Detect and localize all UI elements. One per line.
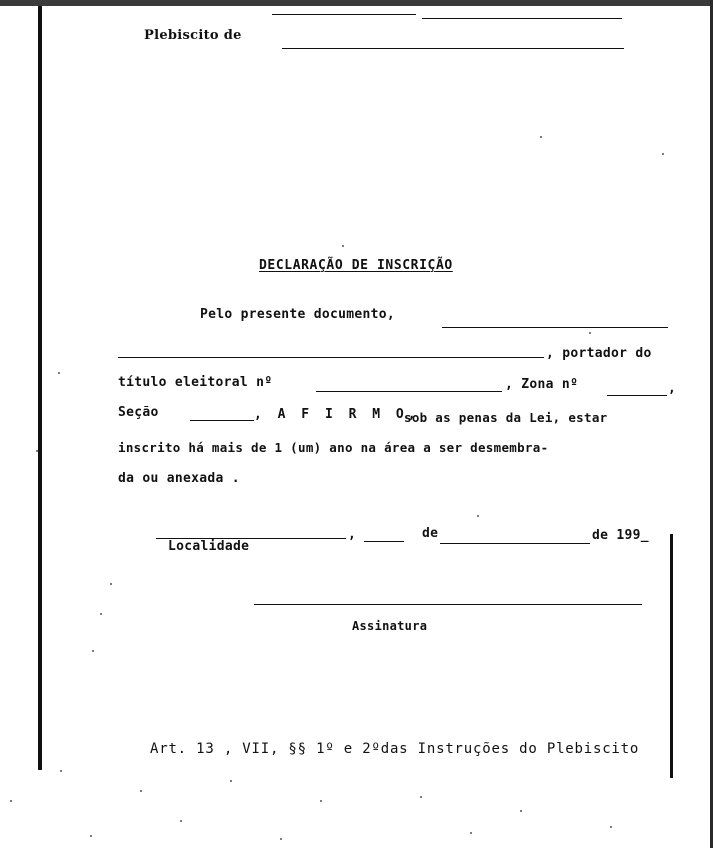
scan-speck [140, 790, 142, 792]
scan-speck [470, 832, 472, 834]
signature-line [254, 604, 642, 605]
scan-speck [342, 245, 344, 247]
footer-citation: Art. 13 , VII, §§ 1º e 2ºdas Instruções do Plebiscito [150, 741, 640, 757]
scan-speck [520, 810, 522, 812]
plebiscito-blank [282, 48, 624, 49]
scan-speck [180, 820, 182, 822]
right-margin-line [670, 534, 673, 778]
top-blank-line-1 [272, 14, 416, 15]
plebiscito-label: Plebiscito de [144, 28, 242, 43]
scan-speck [60, 770, 62, 772]
month-blank [440, 543, 590, 544]
zona-label: , Zona nº [505, 377, 579, 392]
top-blank-line-2 [422, 18, 622, 19]
scan-speck [92, 650, 94, 652]
de-label-1: de [422, 526, 439, 541]
left-margin-line [38, 6, 42, 770]
portador-text: , portador do [546, 346, 652, 361]
scan-speck [589, 332, 591, 334]
titulo-label: título eleitoral nº [118, 375, 273, 390]
titulo-blank [316, 391, 502, 392]
scan-speck [36, 450, 38, 452]
page-title: DECLARAÇÃO DE INSCRIÇÃO [259, 258, 453, 273]
scan-speck [280, 838, 282, 840]
scan-speck [540, 136, 542, 138]
scan-speck [320, 800, 322, 802]
zona-comma: , [668, 381, 677, 396]
scan-speck [610, 826, 612, 828]
name-blank-2 [118, 357, 544, 358]
year-label: de 199_ [592, 528, 649, 543]
locality-label: Localidade [168, 539, 250, 554]
secao-label: Seção [118, 405, 159, 420]
body-line-inscrito: inscrito há mais de 1 (um) ano na área a ser desmembra- [118, 440, 549, 455]
day-blank [364, 541, 404, 542]
scan-speck [230, 780, 232, 782]
scan-top-border [0, 0, 713, 6]
scan-speck [58, 372, 60, 374]
body-line-anexada: da ou anexada . [118, 471, 240, 486]
secao-blank [190, 420, 254, 421]
scan-speck [90, 835, 92, 837]
name-blank-1 [442, 327, 668, 328]
signature-label: Assinatura [352, 619, 428, 633]
scan-speck [110, 583, 112, 585]
zona-blank [607, 395, 667, 396]
opening-text: Pelo presente documento, [200, 307, 396, 322]
scan-speck [10, 800, 12, 802]
scan-speck [662, 153, 664, 155]
date-comma: , [348, 527, 357, 542]
scan-speck [477, 515, 479, 517]
scan-speck [100, 613, 102, 615]
afirmo-rest: sob as penas da Lei, estar [404, 410, 608, 425]
afirmo-text: , A F I R M O, [254, 407, 420, 422]
scan-speck [420, 796, 422, 798]
